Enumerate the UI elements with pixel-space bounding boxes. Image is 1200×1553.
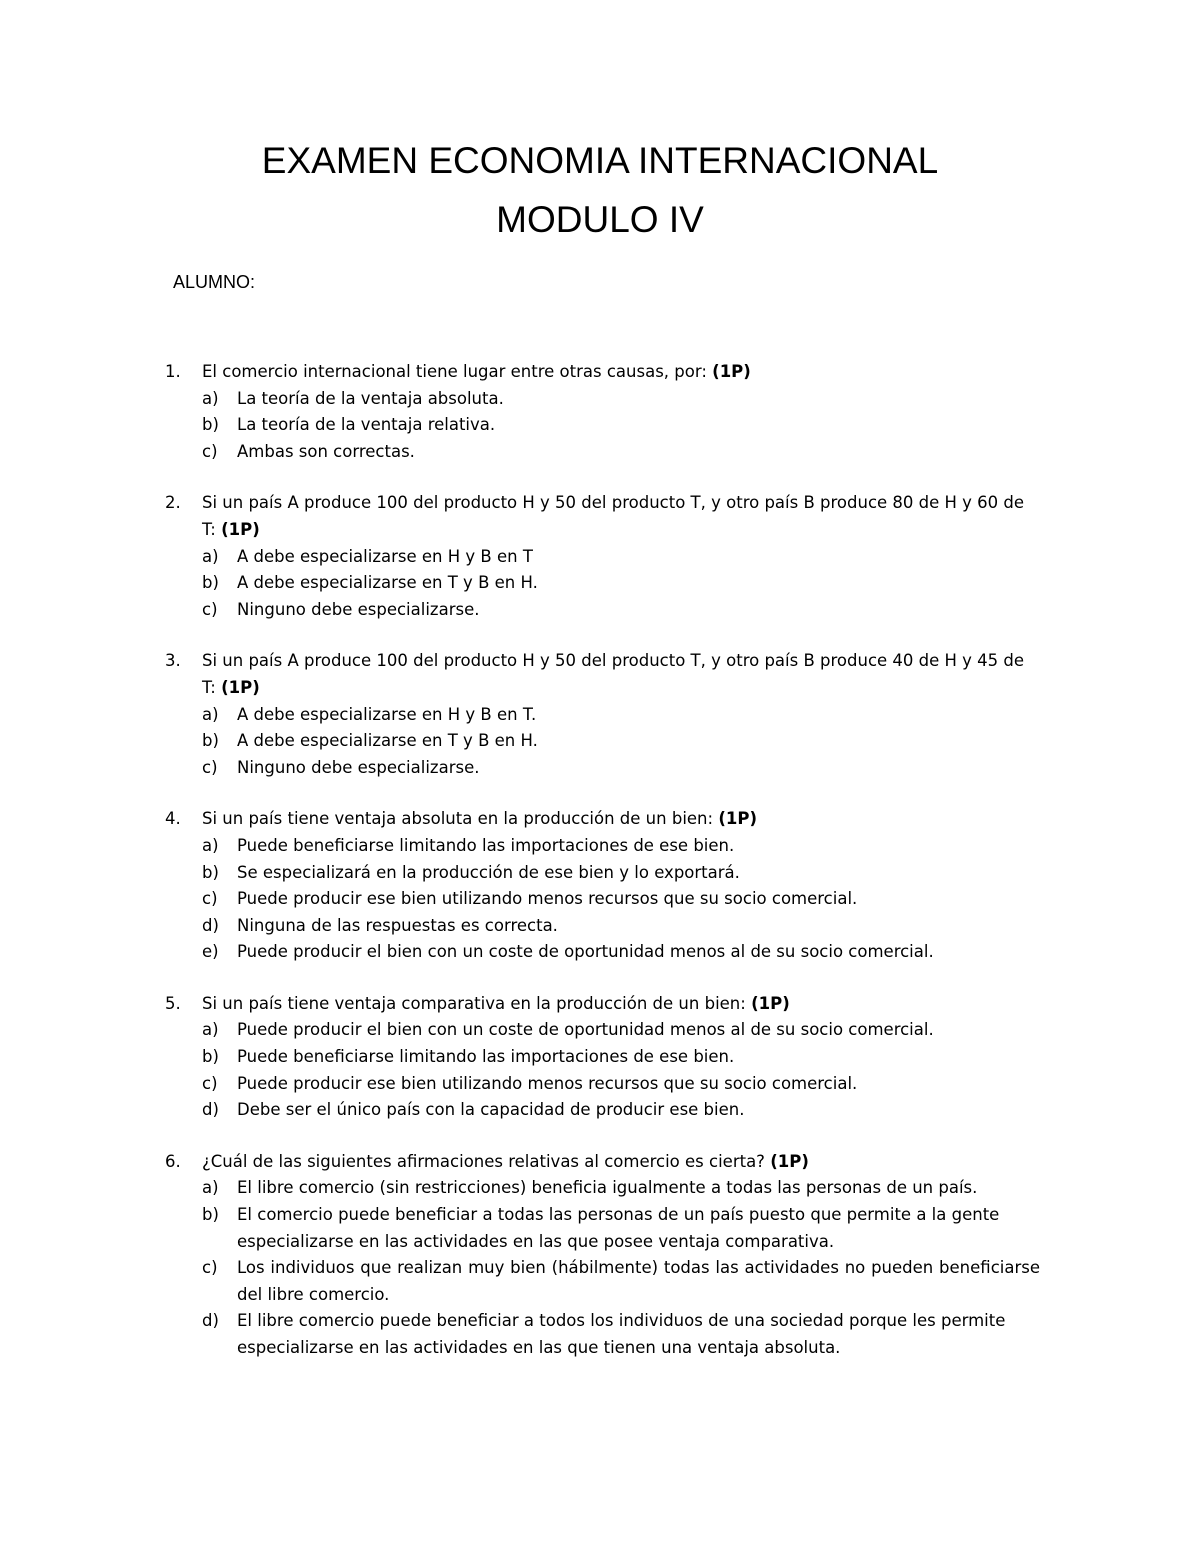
option-text: Ninguna de las respuestas es correcta. xyxy=(237,915,558,935)
option-text: Puede producir el bien con un coste de oportunidad menos al de su socio comercial. xyxy=(237,942,934,962)
option-text: A debe especializarse en T y B en H. xyxy=(237,731,538,751)
option-a xyxy=(165,702,1040,729)
option-text: Los individuos que realizan muy bien (hábilmente) todas las actividades no pueden beneficiarse del libre comercio. xyxy=(237,1258,1040,1304)
option-letter: b) xyxy=(202,862,219,882)
question-5 xyxy=(165,991,1040,1124)
option-letter: a) xyxy=(202,388,219,408)
option-letter: c) xyxy=(202,1073,218,1093)
question-text: Si un país A produce 100 del producto H y 50 del producto T, y otro país B produce 40 de H y 45 de T: xyxy=(202,651,1025,697)
question-number: 1. xyxy=(165,362,181,381)
option-d xyxy=(165,1308,1040,1361)
option-letter: c) xyxy=(202,1258,218,1278)
option-text: Debe ser el único país con la capacidad de producir ese bien. xyxy=(237,1100,745,1120)
question-number: 4. xyxy=(165,809,181,829)
question-points: (1P) xyxy=(221,677,260,697)
option-text: Puede producir ese bien utilizando menos recursos que su socio comercial. xyxy=(237,889,858,909)
exam-title: EXAMEN ECONOMIA INTERNACIONAL xyxy=(261,140,939,181)
option-text: A debe especializarse en H y B en T xyxy=(237,546,533,566)
option-letter: d) xyxy=(202,1100,219,1120)
option-letter: b) xyxy=(202,1047,219,1067)
option-a xyxy=(165,1017,1040,1044)
option-letter: b) xyxy=(202,573,219,593)
question-text: ¿Cuál de las siguientes afirmaciones relativas al comercio es cierta? xyxy=(202,1151,765,1171)
student-label: ALUMNO: xyxy=(173,272,256,292)
question-4 xyxy=(165,806,1040,966)
option-letter: a) xyxy=(202,546,219,566)
option-a xyxy=(165,833,1040,860)
question-header xyxy=(165,490,1040,543)
option-text: El comercio puede beneficiar a todas las personas de un país puesto que permite a la gente especializarse en las actividades en las que posee ventaja comparativa. xyxy=(237,1205,1000,1251)
option-letter: c) xyxy=(202,889,218,909)
option-c xyxy=(165,1255,1040,1308)
question-number: 6. xyxy=(165,1151,181,1171)
question-6 xyxy=(165,1149,1040,1362)
question-header xyxy=(165,359,1040,386)
option-letter: b) xyxy=(202,1205,219,1225)
option-c xyxy=(165,597,1040,624)
option-letter: c) xyxy=(202,441,218,461)
option-letter: b) xyxy=(202,731,219,751)
option-c xyxy=(165,886,1040,913)
option-letter: a) xyxy=(202,1020,219,1040)
option-c xyxy=(165,1071,1040,1098)
option-text: Ninguno debe especializarse. xyxy=(237,599,480,619)
question-points: (1P) xyxy=(770,1151,809,1171)
question-text: Si un país tiene ventaja comparativa en la producción de un bien: xyxy=(202,993,746,1013)
option-list xyxy=(165,1017,1040,1123)
question-header xyxy=(165,1149,1040,1176)
option-b xyxy=(165,1202,1040,1255)
option-a xyxy=(165,544,1040,571)
option-text: La teoría de la ventaja absoluta. xyxy=(237,388,504,408)
option-b xyxy=(165,860,1040,887)
option-text: Se especializará en la producción de ese bien y lo exportará. xyxy=(237,862,740,882)
option-list xyxy=(165,386,1040,466)
option-d xyxy=(165,913,1040,940)
option-letter: c) xyxy=(202,757,218,777)
option-text: Puede beneficiarse limitando las importaciones de ese bien. xyxy=(237,1047,735,1067)
option-list xyxy=(165,702,1040,782)
option-letter: a) xyxy=(202,835,219,855)
question-3 xyxy=(165,648,1040,781)
option-letter: a) xyxy=(202,704,219,724)
option-letter: a) xyxy=(202,1178,219,1198)
option-c xyxy=(165,755,1040,782)
exam-subtitle: MODULO IV xyxy=(496,199,704,240)
question-header xyxy=(165,991,1040,1018)
option-text: El libre comercio (sin restricciones) beneficia igualmente a todas las personas de un país. xyxy=(237,1178,978,1198)
question-number: 3. xyxy=(165,651,181,671)
option-text: A debe especializarse en H y B en T. xyxy=(237,704,537,724)
option-text: Puede beneficiarse limitando las importaciones de ese bien. xyxy=(237,835,735,855)
option-c xyxy=(165,439,1040,466)
option-letter: e) xyxy=(202,942,219,962)
option-list xyxy=(165,1175,1040,1361)
option-letter: d) xyxy=(202,915,219,935)
option-text: A debe especializarse en T y B en H. xyxy=(237,573,538,593)
option-text: El libre comercio puede beneficiar a todos los individuos de una sociedad porque les permite especializarse en las actividades en las que tienen una ventaja absoluta. xyxy=(237,1311,1006,1357)
option-text: Puede producir ese bien utilizando menos recursos que su socio comercial. xyxy=(237,1073,858,1093)
question-text: El comercio internacional tiene lugar entre otras causas, por: xyxy=(202,362,707,381)
option-a xyxy=(165,386,1040,413)
question-number: 2. xyxy=(165,493,181,513)
option-b xyxy=(165,728,1040,755)
option-list xyxy=(165,833,1040,966)
question-points: (1P) xyxy=(712,362,751,381)
question-text: Si un país A produce 100 del producto H y 50 del producto T, y otro país B produce 80 de H y 60 de T: xyxy=(202,493,1025,539)
option-letter: b) xyxy=(202,415,219,435)
option-d xyxy=(165,1097,1040,1124)
option-text: Ninguno debe especializarse. xyxy=(237,757,480,777)
question-points: (1P) xyxy=(221,519,260,539)
option-text: Ambas son correctas. xyxy=(237,441,415,461)
question-number: 5. xyxy=(165,993,181,1013)
option-e xyxy=(165,939,1040,966)
option-b xyxy=(165,1044,1040,1071)
question-list xyxy=(165,359,1040,1387)
question-header xyxy=(165,806,1040,833)
option-list xyxy=(165,544,1040,624)
option-letter: d) xyxy=(202,1311,219,1331)
option-text: Puede producir el bien con un coste de oportunidad menos al de su socio comercial. xyxy=(237,1020,934,1040)
option-a xyxy=(165,1175,1040,1202)
question-points: (1P) xyxy=(718,809,757,829)
option-b xyxy=(165,412,1040,439)
option-b xyxy=(165,570,1040,597)
question-header xyxy=(165,648,1040,701)
option-letter: c) xyxy=(202,599,218,619)
question-1 xyxy=(165,359,1040,465)
question-2 xyxy=(165,490,1040,623)
question-points: (1P) xyxy=(751,993,790,1013)
question-text: Si un país tiene ventaja absoluta en la producción de un bien: xyxy=(202,809,714,829)
option-text: La teoría de la ventaja relativa. xyxy=(237,415,496,435)
